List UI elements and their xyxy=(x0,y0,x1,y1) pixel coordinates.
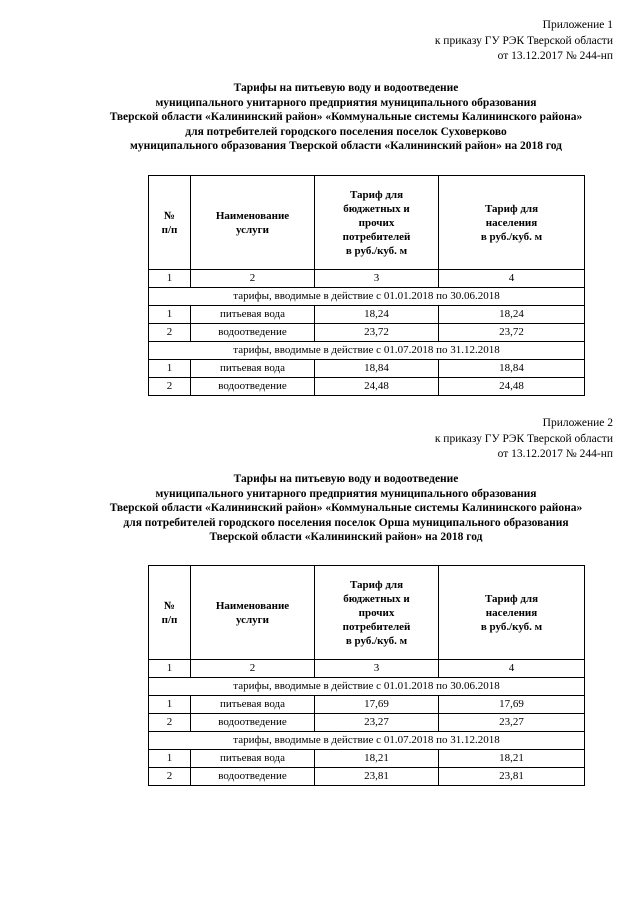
population-tariff: 18,24 xyxy=(439,306,585,324)
service-name: питьевая вода xyxy=(191,750,315,768)
budget-tariff: 17,69 xyxy=(315,696,439,714)
service-name: водоотведение xyxy=(191,378,315,396)
appendix-header xyxy=(435,18,613,65)
header-population-tariff: Тариф для населения в руб./куб. м xyxy=(439,566,585,660)
population-tariff: 18,21 xyxy=(439,750,585,768)
population-tariff: 17,69 xyxy=(439,696,585,714)
population-tariff: 23,81 xyxy=(439,768,585,786)
header-population-tariff: Тариф для населения в руб./куб. м xyxy=(439,176,585,270)
title-line: муниципального образования Тверской области «Калининский район» на 2018 год xyxy=(130,140,562,152)
header-service: Наименование услуги xyxy=(191,176,315,270)
table-row xyxy=(149,696,585,714)
col-number: 2 xyxy=(191,270,315,288)
row-number: 1 xyxy=(149,750,191,768)
tariff-table xyxy=(148,175,585,396)
title-line: Тверской области «Калининский район» «Коммунальные системы Калининского района» xyxy=(109,111,583,123)
col-number: 2 xyxy=(191,660,315,678)
document-title xyxy=(100,472,592,545)
period-label: тарифы, вводимые в действие с 01.01.2018 по 30.06.2018 xyxy=(149,678,585,696)
population-tariff: 18,84 xyxy=(439,360,585,378)
row-number: 2 xyxy=(149,378,191,396)
title-line: для потребителей городского поселения поселок Орша муниципального образования xyxy=(123,516,569,529)
service-name: питьевая вода xyxy=(191,696,315,714)
budget-tariff: 18,84 xyxy=(315,360,439,378)
table-row xyxy=(149,360,585,378)
table-row xyxy=(149,714,585,732)
period-row xyxy=(149,342,585,360)
title-line: Тарифы на питьевую воду и водоотведение xyxy=(233,473,459,485)
table-row xyxy=(149,306,585,324)
col-number: 1 xyxy=(149,660,191,678)
period-label: тарифы, вводимые в действие с 01.07.2018 по 31.12.2018 xyxy=(149,342,585,360)
service-name: водоотведение xyxy=(191,324,315,342)
appendix-header xyxy=(435,416,613,463)
budget-tariff: 24,48 xyxy=(315,378,439,396)
period-row xyxy=(149,678,585,696)
table-row xyxy=(149,750,585,768)
appendix-label: Приложение 1 xyxy=(542,19,613,31)
service-name: питьевая вода xyxy=(191,360,315,378)
title-line: Тарифы на питьевую воду и водоотведение xyxy=(233,82,459,94)
budget-tariff: 23,27 xyxy=(315,714,439,732)
budget-tariff: 18,21 xyxy=(315,750,439,768)
col-number: 3 xyxy=(315,270,439,288)
row-number: 2 xyxy=(149,324,191,342)
period-row xyxy=(149,288,585,306)
header-no: № п/п xyxy=(149,566,191,660)
budget-tariff: 23,72 xyxy=(315,324,439,342)
header-budget-tariff: Тариф для бюджетных и прочих потребителей в руб./куб. м xyxy=(315,566,439,660)
service-name: водоотведение xyxy=(191,714,315,732)
title-line: Тверской области «Калининский район» на 2018 год xyxy=(209,531,483,543)
col-number: 4 xyxy=(439,660,585,678)
service-name: питьевая вода xyxy=(191,306,315,324)
table-row xyxy=(149,768,585,786)
header-budget-tariff: Тариф для бюджетных и прочих потребителей в руб./куб. м xyxy=(315,176,439,270)
order-reference: к приказу ГУ РЭК Тверской области xyxy=(434,432,613,445)
population-tariff: 23,72 xyxy=(439,324,585,342)
header-no: № п/п xyxy=(149,176,191,270)
order-reference: к приказу ГУ РЭК Тверской области xyxy=(434,34,613,47)
service-name: водоотведение xyxy=(191,768,315,786)
table-row xyxy=(149,324,585,342)
population-tariff: 24,48 xyxy=(439,378,585,396)
header-service: Наименование услуги xyxy=(191,566,315,660)
table-header-row xyxy=(149,566,585,660)
document-title xyxy=(100,81,592,154)
table-row xyxy=(149,378,585,396)
title-line: для потребителей городского поселения поселок Суховерково xyxy=(185,125,507,138)
period-label: тарифы, вводимые в действие с 01.01.2018 по 30.06.2018 xyxy=(149,288,585,306)
budget-tariff: 23,81 xyxy=(315,768,439,786)
order-date: от 13.12.2017 № 244-нп xyxy=(497,448,613,460)
row-number: 1 xyxy=(149,360,191,378)
period-row xyxy=(149,732,585,750)
col-number: 1 xyxy=(149,270,191,288)
title-line: муниципального унитарного предприятия муниципального образования xyxy=(155,96,537,109)
col-number: 4 xyxy=(439,270,585,288)
period-label: тарифы, вводимые в действие с 01.07.2018 по 31.12.2018 xyxy=(149,732,585,750)
title-line: муниципального унитарного предприятия муниципального образования xyxy=(155,487,537,500)
column-number-row xyxy=(149,270,585,288)
population-tariff: 23,27 xyxy=(439,714,585,732)
row-number: 1 xyxy=(149,306,191,324)
row-number: 1 xyxy=(149,696,191,714)
row-number: 2 xyxy=(149,714,191,732)
order-date: от 13.12.2017 № 244-нп xyxy=(497,50,613,62)
budget-tariff: 18,24 xyxy=(315,306,439,324)
col-number: 3 xyxy=(315,660,439,678)
row-number: 2 xyxy=(149,768,191,786)
column-number-row xyxy=(149,660,585,678)
appendix-label: Приложение 2 xyxy=(542,417,613,429)
title-line: Тверской области «Калининский район» «Коммунальные системы Калининского района» xyxy=(109,502,583,514)
tariff-table xyxy=(148,565,585,786)
table-header-row xyxy=(149,176,585,270)
